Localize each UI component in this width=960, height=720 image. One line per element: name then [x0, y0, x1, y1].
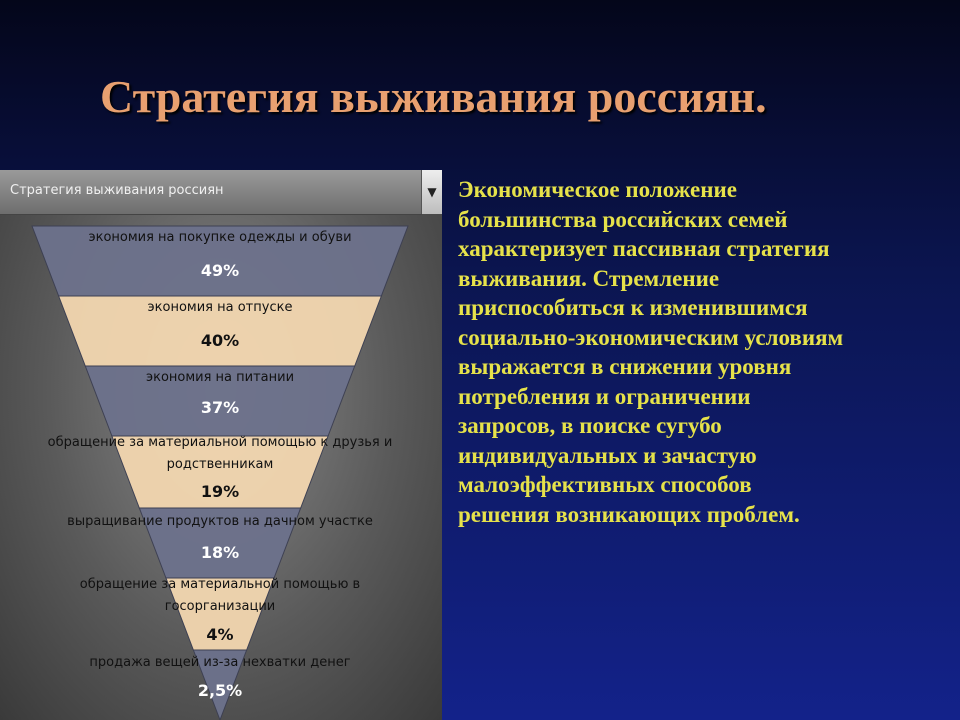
funnel-segment-value: 19% [200, 482, 240, 501]
funnel-segment-label: экономия на покупке одежды и обуви [88, 230, 352, 245]
funnel-segment-label: экономия на отпуске [147, 300, 293, 315]
funnel-segment-value: 4% [206, 625, 234, 644]
funnel-segment-label: экономия на питании [145, 370, 295, 385]
funnel-segment-value: 18% [200, 543, 240, 562]
funnel-segment-value: 49% [200, 261, 240, 280]
funnel-chart-panel [0, 170, 442, 720]
slide-title: Стратегия выживания россиян. [100, 71, 767, 122]
funnel-segment-value: 37% [200, 398, 240, 417]
chart-header-title: Стратегия выживания россиян [10, 183, 224, 198]
funnel-segment-label: обращение за материальной помощью к друзья и родственникам [47, 435, 393, 472]
funnel-segment-value: 40% [200, 331, 240, 350]
chevron-down-icon[interactable]: ▼ [421, 170, 442, 214]
chart-header-bar [0, 170, 422, 215]
funnel-segment-value: 2,5% [197, 681, 243, 700]
funnel-segment-label: обращение за материальной помощью в госорганизации [79, 577, 361, 614]
slide-body-text: Экономическое положение большинства российских семей характеризует пассивная стратегия выживания. Стремление приспособиться к изменившимся социально-экономическим условиям выражается в снижении уровня потребления и ограничении запросов, в поиске сугубо индивидуальных и зачастую малоэффективных способов решения возникающих проблем. [458, 177, 844, 527]
funnel-segment-label: выращивание продуктов на дачном участке [67, 514, 373, 529]
funnel-segment-label: продажа вещей из-за нехватки денег [89, 655, 351, 670]
